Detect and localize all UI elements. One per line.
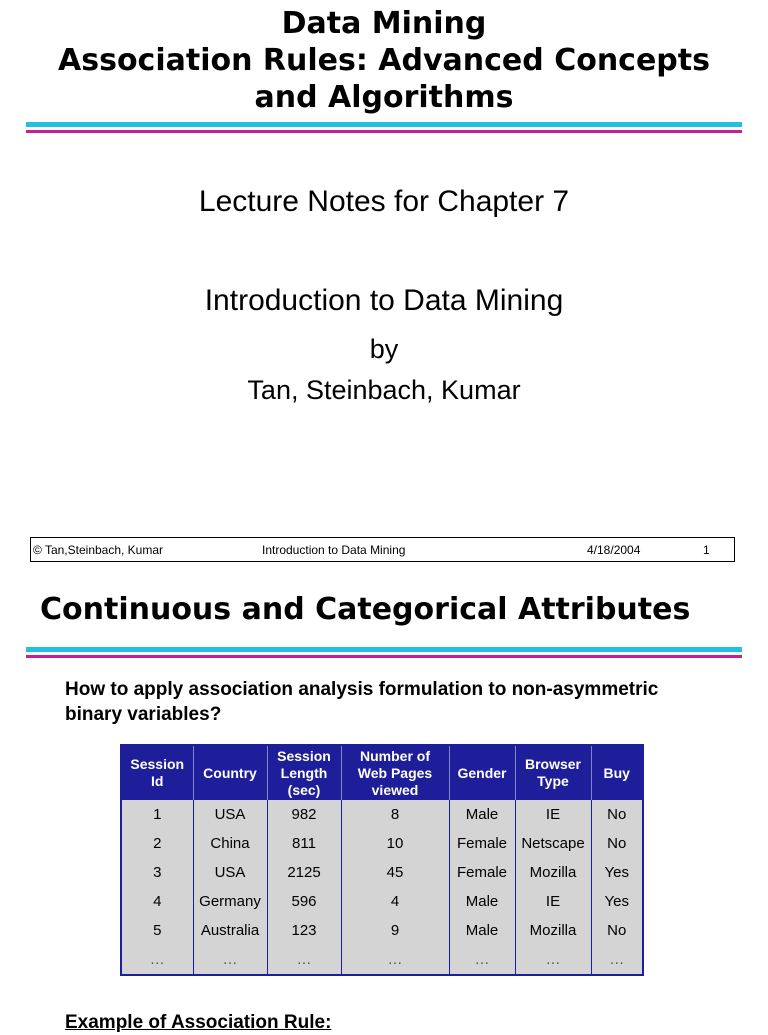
title-rule-magenta: [26, 655, 742, 658]
table-cell: 982: [267, 800, 341, 829]
table-cell: Mozilla: [515, 916, 591, 945]
footer-course: Introduction to Data Mining: [262, 543, 406, 557]
table-cell: 596: [267, 887, 341, 916]
question-text: How to apply association analysis formulation to non-asymmetric binary variables?: [65, 679, 659, 725]
slide-footer: [30, 537, 735, 562]
title-rule-magenta: [26, 130, 742, 133]
table-cell: 811: [267, 829, 341, 858]
table-cell: China: [193, 829, 267, 858]
column-header: Gender: [449, 745, 515, 800]
table-cell: Yes: [591, 887, 643, 916]
table-row: [121, 858, 643, 887]
table-cell: Yes: [591, 858, 643, 887]
footer-copyright: © Tan,Steinbach, Kumar: [33, 543, 164, 557]
session-data-table: [120, 744, 644, 976]
table-cell: …: [591, 945, 643, 975]
table-cell: IE: [515, 800, 591, 829]
table-row: [121, 945, 643, 975]
table-cell: Male: [449, 887, 515, 916]
table-cell: No: [591, 829, 643, 858]
footer-page-number: 1: [703, 543, 710, 557]
table-cell: Female: [449, 829, 515, 858]
lecture-subtitle: Lecture Notes for Chapter 7: [198, 185, 570, 218]
table-cell: Netscape: [515, 829, 591, 858]
column-header: Country: [193, 745, 267, 800]
table-cell: 123: [267, 916, 341, 945]
table-cell: Mozilla: [515, 858, 591, 887]
slide-title-line-2: Association Rules: Advanced Concepts: [58, 43, 710, 78]
table-cell: 9: [341, 916, 449, 945]
table-cell: 5: [121, 916, 193, 945]
table-cell: 2125: [267, 858, 341, 887]
table-cell: 10: [341, 829, 449, 858]
authors: Tan, Steinbach, Kumar: [247, 375, 521, 405]
title-rule-cyan: [26, 122, 742, 127]
table-cell: …: [121, 945, 193, 975]
by-label: by: [369, 334, 399, 364]
table-row: [121, 887, 643, 916]
column-header: Buy: [591, 745, 643, 800]
table-cell: 4: [341, 887, 449, 916]
table-cell: 4: [121, 887, 193, 916]
column-header: Session Length (sec): [267, 745, 341, 800]
table-cell: 8: [341, 800, 449, 829]
table-cell: …: [193, 945, 267, 975]
table-cell: Male: [449, 916, 515, 945]
table-cell: Germany: [193, 887, 267, 916]
table-cell: Australia: [193, 916, 267, 945]
table-cell: …: [449, 945, 515, 975]
table-row: [121, 916, 643, 945]
table-cell: 3: [121, 858, 193, 887]
table-cell: …: [515, 945, 591, 975]
book-title: Introduction to Data Mining: [204, 284, 564, 317]
example-heading: Example of Association Rule:: [65, 1012, 332, 1033]
slide-title: Continuous and Categorical Attributes: [40, 592, 691, 627]
footer-date: 4/18/2004: [587, 543, 641, 557]
table-header-row: [121, 745, 643, 800]
table-cell: No: [591, 800, 643, 829]
table-row: [121, 800, 643, 829]
table-cell: Male: [449, 800, 515, 829]
table-cell: Female: [449, 858, 515, 887]
table-cell: 1: [121, 800, 193, 829]
table-cell: …: [341, 945, 449, 975]
table-cell: IE: [515, 887, 591, 916]
slide-title-line-1: Data Mining: [281, 6, 487, 41]
title-rule-cyan: [26, 647, 742, 652]
table-cell: 45: [341, 858, 449, 887]
table-cell: 2: [121, 829, 193, 858]
table-cell: USA: [193, 800, 267, 829]
table-cell: No: [591, 916, 643, 945]
column-header: Number of Web Pages viewed: [341, 745, 449, 800]
column-header: Browser Type: [515, 745, 591, 800]
table-cell: …: [267, 945, 341, 975]
table-cell: USA: [193, 858, 267, 887]
column-header: Session Id: [121, 745, 193, 800]
slide-title-line-3: and Algorithms: [254, 80, 514, 115]
table-row: [121, 829, 643, 858]
